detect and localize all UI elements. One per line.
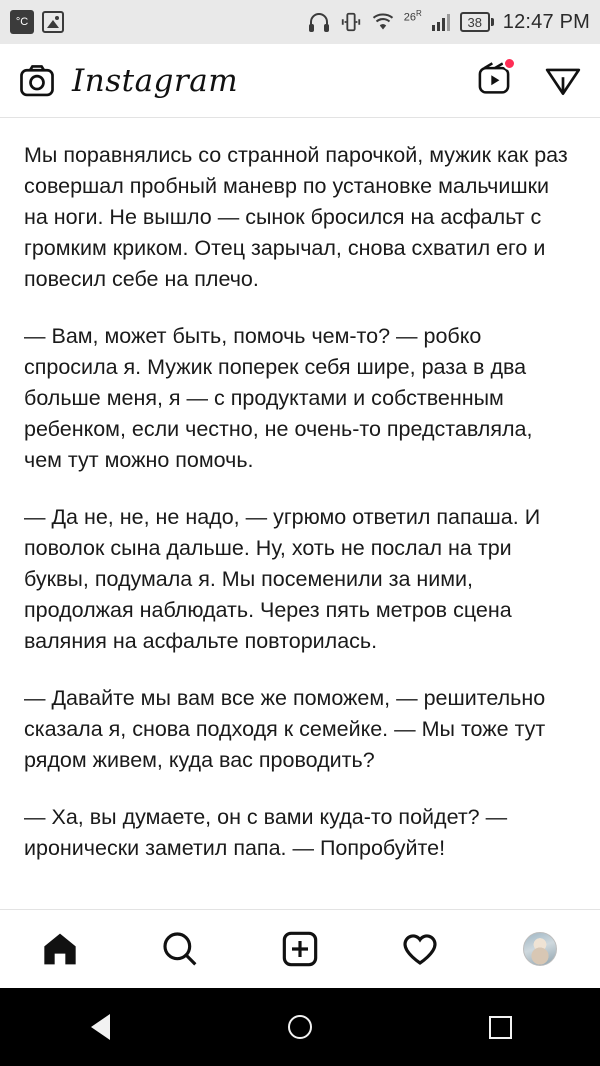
post-paragraph: — Давайте мы вам все же поможем, — решительно сказала я, снова подходя к семейке. — Мы тоже тут рядом живем, куда вас проводить? — [24, 686, 546, 772]
sidebar-item-profile[interactable] — [480, 932, 600, 966]
app-header-right — [476, 60, 582, 101]
battery-indicator — [460, 12, 494, 32]
home-circle-icon[interactable] — [288, 1015, 312, 1039]
sidebar-item-add-post[interactable] — [240, 929, 360, 969]
search-icon[interactable] — [160, 929, 200, 969]
signal-bars-icon — [431, 12, 451, 32]
network-type-label — [404, 9, 422, 24]
post-caption — [24, 140, 576, 864]
battery-level: 38 — [460, 12, 490, 32]
post-paragraph: — Ха, вы думаете, он с вами куда-то пойдет? — иронически заметил папа. — Попробуйте! — [24, 805, 508, 860]
plus-square-icon[interactable] — [280, 929, 320, 969]
gallery-icon — [42, 11, 64, 33]
nav-back-button[interactable] — [1, 1014, 199, 1040]
back-triangle-icon[interactable] — [91, 1014, 110, 1040]
status-bar — [0, 0, 600, 44]
post-paragraph: Мы поравнялись со странной парочкой, мужик как раз совершал пробный маневр по установке мальчишки на ноги. Не вышло — сынок бросился на асфальт с громким криком. Отец зарычал, снова схватил его и повесил себе на плечо. — [24, 143, 568, 291]
igtv-button[interactable] — [476, 60, 512, 101]
paper-plane-icon[interactable] — [544, 62, 582, 100]
post-paragraph: — Да не, не, не надо, — угрюмо ответил папаша. И поволок сына дальше. Ну, хоть не послал на три буквы, подумала я. Мы посеменили за ними, продолжая наблюдать. Через пять метров сцена валяния на асфальте повторилась. — [24, 505, 541, 653]
vibrate-icon — [340, 11, 362, 33]
sidebar-item-home[interactable] — [0, 929, 120, 969]
post-content[interactable] — [0, 118, 600, 909]
app-header-left — [18, 62, 238, 100]
status-clock: 12:47 PM — [502, 10, 590, 33]
status-bar-right — [298, 10, 590, 34]
recents-square-icon[interactable] — [489, 1016, 512, 1039]
headphones-icon — [307, 10, 331, 34]
nav-home-button[interactable] — [201, 1015, 399, 1039]
heart-icon[interactable] — [400, 929, 440, 969]
weather-temp-icon: °C — [10, 10, 34, 34]
network-type-value: 26 — [403, 11, 416, 24]
wifi-icon — [371, 11, 395, 33]
battery-cap — [491, 18, 494, 26]
bottom-tab-bar — [0, 909, 600, 988]
sidebar-item-search[interactable] — [120, 929, 240, 969]
app-header — [0, 44, 600, 118]
nav-recents-button[interactable] — [401, 1016, 599, 1039]
android-nav-bar — [0, 988, 600, 1066]
avatar[interactable] — [523, 932, 557, 966]
status-bar-left — [10, 10, 72, 34]
network-type-suffix: R — [416, 8, 422, 18]
notification-badge — [503, 57, 516, 70]
brand-logo: Instagram — [72, 62, 239, 99]
sidebar-item-activity[interactable] — [360, 929, 480, 969]
post-paragraph: — Вам, может быть, помочь чем-то? — робко спросила я. Мужик поперек себя шире, раза в два больше меня, я — с продуктами и собственным ребенком, если честно, не очень-то представляла, чем тут можно помочь. — [24, 324, 533, 472]
camera-icon[interactable] — [18, 62, 56, 100]
home-icon[interactable] — [40, 929, 80, 969]
